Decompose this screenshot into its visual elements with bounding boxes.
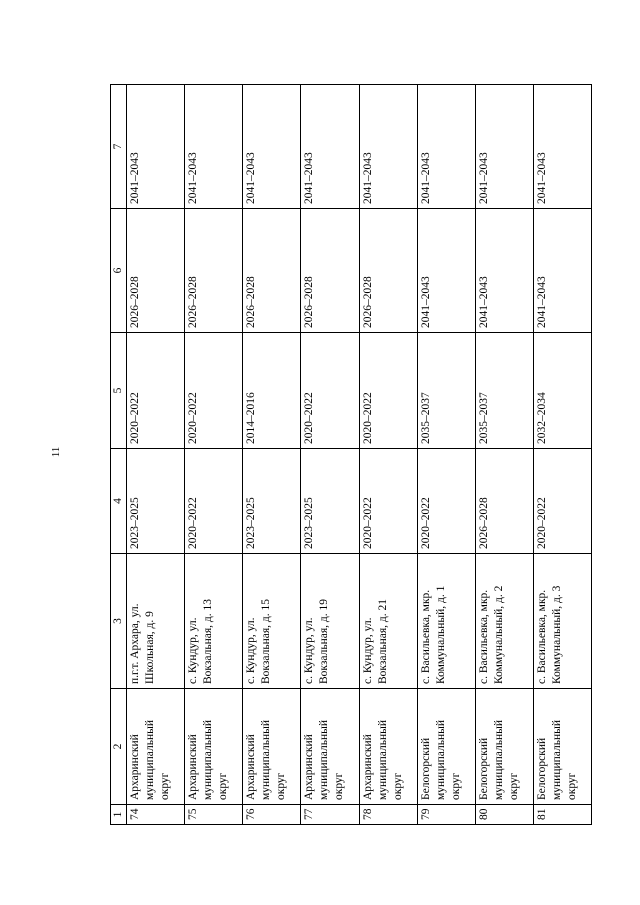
address-cell: с. Васильевка, мкр. Коммунальный, д. 2 bbox=[475, 554, 533, 689]
header-cell-3: 3 bbox=[111, 554, 127, 689]
row-number-cell: 77 bbox=[301, 805, 359, 825]
period-cell-7: 2041–2043 bbox=[127, 85, 185, 209]
period-cell-5: 2014–2016 bbox=[243, 333, 301, 449]
table-row bbox=[359, 85, 417, 825]
header-row bbox=[111, 85, 127, 825]
table-row bbox=[301, 85, 359, 825]
district-cell: Архаринский муниципальный округ bbox=[301, 689, 359, 805]
period-cell-6: 2041–2043 bbox=[533, 209, 591, 333]
row-number-cell: 75 bbox=[185, 805, 243, 825]
period-cell-7: 2041–2043 bbox=[301, 85, 359, 209]
district-cell: Архаринский муниципальный округ bbox=[127, 689, 185, 805]
district-cell: Архаринский муниципальный округ bbox=[359, 689, 417, 805]
district-cell: Белогорский муниципальный округ bbox=[533, 689, 591, 805]
address-cell: с. Кундур, ул. Вокзальная, д. 19 bbox=[301, 554, 359, 689]
table-row bbox=[127, 85, 185, 825]
table-row bbox=[417, 85, 475, 825]
period-cell-7: 2041–2043 bbox=[185, 85, 243, 209]
header-cell-5: 5 bbox=[111, 333, 127, 449]
period-cell-6: 2041–2043 bbox=[417, 209, 475, 333]
period-cell-6: 2026–2028 bbox=[127, 209, 185, 333]
table-container bbox=[110, 85, 592, 825]
period-cell-7: 2041–2043 bbox=[243, 85, 301, 209]
period-cell-7: 2041–2043 bbox=[533, 85, 591, 209]
row-number-cell: 74 bbox=[127, 805, 185, 825]
page-number: 11 bbox=[50, 446, 62, 458]
header-cell-2: 2 bbox=[111, 689, 127, 805]
period-cell-4: 2026–2028 bbox=[475, 449, 533, 554]
district-cell: Белогорский муниципальный округ bbox=[417, 689, 475, 805]
row-number-cell: 80 bbox=[475, 805, 533, 825]
district-cell: Архаринский муниципальный округ bbox=[243, 689, 301, 805]
district-cell: Архаринский муниципальный округ bbox=[185, 689, 243, 805]
period-cell-4: 2020–2022 bbox=[359, 449, 417, 554]
period-cell-5: 2020–2022 bbox=[185, 333, 243, 449]
period-cell-6: 2026–2028 bbox=[243, 209, 301, 333]
period-cell-7: 2041–2043 bbox=[475, 85, 533, 209]
row-number-cell: 79 bbox=[417, 805, 475, 825]
schedule-table bbox=[110, 84, 592, 825]
address-cell: п.г.т. Архара, ул. Школьная, д. 9 bbox=[127, 554, 185, 689]
address-cell: с. Васильевка, мкр. Коммунальный, д. 3 bbox=[533, 554, 591, 689]
period-cell-6: 2026–2028 bbox=[359, 209, 417, 333]
period-cell-4: 2023–2025 bbox=[127, 449, 185, 554]
header-cell-7: 7 bbox=[111, 85, 127, 209]
period-cell-4: 2023–2025 bbox=[301, 449, 359, 554]
row-number-cell: 78 bbox=[359, 805, 417, 825]
period-cell-4: 2023–2025 bbox=[243, 449, 301, 554]
period-cell-7: 2041–2043 bbox=[417, 85, 475, 209]
address-cell: с. Васильевка, мкр. Коммунальный, д. 1 bbox=[417, 554, 475, 689]
period-cell-5: 2020–2022 bbox=[301, 333, 359, 449]
header-cell-1: 1 bbox=[111, 805, 127, 825]
header-cell-4: 4 bbox=[111, 449, 127, 554]
period-cell-4: 2020–2022 bbox=[185, 449, 243, 554]
period-cell-5: 2020–2022 bbox=[127, 333, 185, 449]
table-row bbox=[243, 85, 301, 825]
rotated-table-frame bbox=[110, 85, 592, 825]
table-row bbox=[533, 85, 591, 825]
period-cell-7: 2041–2043 bbox=[359, 85, 417, 209]
row-number-cell: 81 bbox=[533, 805, 591, 825]
table-row bbox=[185, 85, 243, 825]
period-cell-5: 2032–2034 bbox=[533, 333, 591, 449]
period-cell-5: 2035–2037 bbox=[417, 333, 475, 449]
period-cell-5: 2020–2022 bbox=[359, 333, 417, 449]
period-cell-6: 2041–2043 bbox=[475, 209, 533, 333]
address-cell: с. Кундур, ул. Вокзальная, д. 15 bbox=[243, 554, 301, 689]
address-cell: с. Кундур, ул. Вокзальная, д. 21 bbox=[359, 554, 417, 689]
period-cell-5: 2035–2037 bbox=[475, 333, 533, 449]
period-cell-4: 2020–2022 bbox=[533, 449, 591, 554]
address-cell: с. Кундур, ул. Вокзальная, д. 13 bbox=[185, 554, 243, 689]
district-cell: Белогорский муниципальный округ bbox=[475, 689, 533, 805]
table-row bbox=[475, 85, 533, 825]
period-cell-4: 2020–2022 bbox=[417, 449, 475, 554]
period-cell-6: 2026–2028 bbox=[301, 209, 359, 333]
period-cell-6: 2026–2028 bbox=[185, 209, 243, 333]
header-cell-6: 6 bbox=[111, 209, 127, 333]
row-number-cell: 76 bbox=[243, 805, 301, 825]
